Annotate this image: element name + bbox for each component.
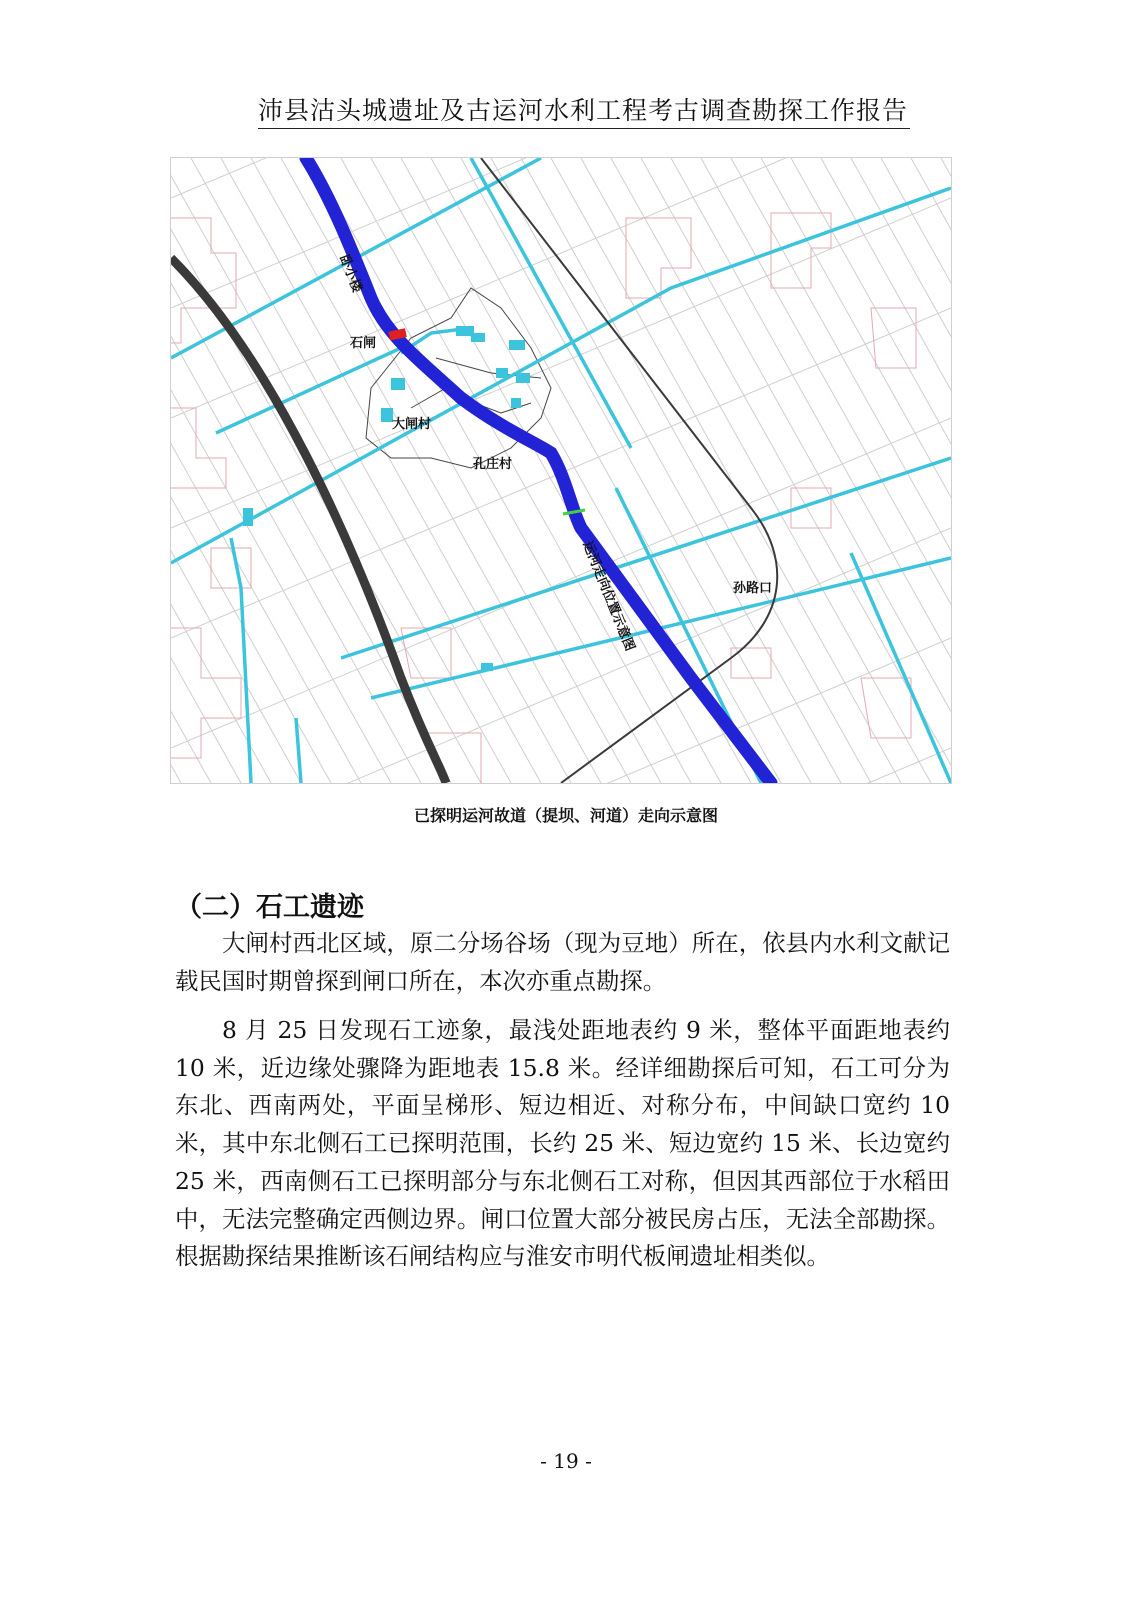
field-line <box>341 158 691 783</box>
map-label-kongzhuang-village: 孔庄村 <box>473 457 513 472</box>
field-line <box>281 158 631 783</box>
map-label-canal-caption: 运河走向位置示意图 <box>579 539 638 654</box>
page-number: - 19 - <box>540 1449 592 1473</box>
field-line <box>371 158 721 783</box>
map-label-stone-gate: 石闸 <box>350 336 377 351</box>
field-line <box>491 158 841 783</box>
canal-route <box>306 158 771 783</box>
field-line <box>941 158 951 783</box>
field-line <box>171 158 951 198</box>
canal-map <box>170 157 952 784</box>
field-line <box>171 158 211 783</box>
field-line <box>761 158 951 783</box>
field-line <box>171 158 421 783</box>
body-paragraph-1: 大闸村西北区域，原二分场谷场（现为豆地）所在，依县内水利文献记载民国时期曾探到闸口所在，本次亦重点勘探。 <box>175 929 950 995</box>
map-label-dazha-village: 大闸村 <box>392 417 432 432</box>
field-line <box>551 158 901 783</box>
field-line <box>821 158 951 783</box>
field-line <box>171 158 361 783</box>
field-line <box>171 158 181 783</box>
field-line <box>791 158 951 783</box>
field-line <box>611 158 951 783</box>
map-label-north-village: 卧小楼 <box>335 252 365 295</box>
field-line <box>171 158 481 783</box>
map-label-sunlukou: 孙路口 <box>733 581 773 596</box>
field-line <box>581 158 931 783</box>
figure-caption: 已探明运河故道（提坝、河道）走向示意图 <box>413 806 718 825</box>
field-line <box>221 158 571 783</box>
body-paragraph-2: 8 月 25 日发现石工迹象，最浅处距地表约 9 米，整体平面距地表约 10 米，近边缘处骤降为距地表 15.8 米。经详细勘探后可知，石工可分为东北、西南两处，平面呈梯形、短边相近、对称分布，中间缺口宽约 10 米，其中东北侧石工已探明范围，长约 25 米、短边宽约 15 米、长边宽约 25 米，西南侧石工已探明部分与东北侧石工对称，但因其西部位于水稻田中，无法完整确定西侧边界。闸口位置大部分被民房占压，无法全部勘探。根据勘探结果推断该石闸结构应与淮安市明代板闸遗址相类似。 <box>175 1016 950 1271</box>
field-line <box>171 528 951 783</box>
east-road <box>481 158 777 783</box>
field-line <box>171 158 241 783</box>
field-line <box>171 638 951 783</box>
field-line <box>461 158 811 783</box>
running-header: 沛县沽头城遗址及古运河水利工程考古调查勘探工作报告 <box>258 96 910 129</box>
field-line <box>171 158 301 783</box>
section-heading: （二）石工遗迹 <box>175 892 364 923</box>
